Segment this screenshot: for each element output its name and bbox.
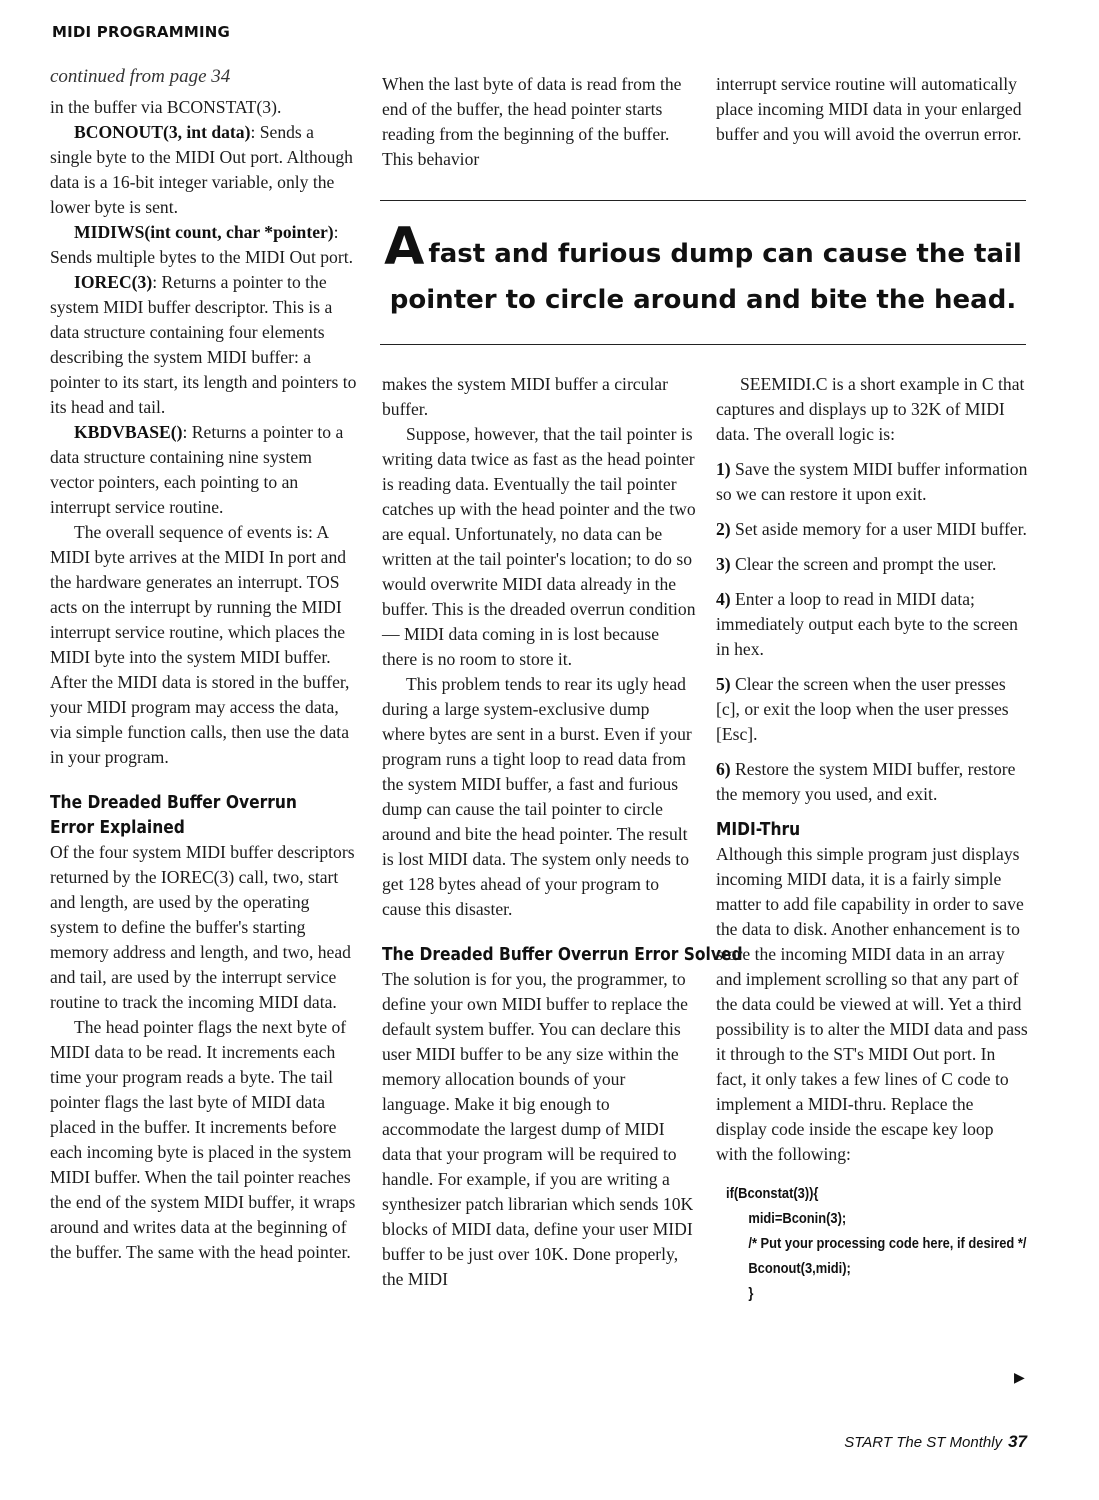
term-iorec: IOREC(3)	[74, 272, 153, 292]
code-line: }	[748, 1285, 754, 1302]
paragraph: SEEMIDI.C is a short example in C that captures and displays up to 32K of MIDI data. The overall logic is:	[716, 374, 1025, 444]
code-block	[726, 1181, 1027, 1306]
step-text: Restore the system MIDI buffer, restore the memory you used, and exit.	[716, 759, 1016, 804]
paragraph: When the last byte of data is read from the end of the buffer, the head pointer starts reading from the beginning of the buffer. This behavior	[382, 74, 682, 169]
pullquote-initial: A	[384, 217, 425, 277]
term-bconout: BCONOUT(3, int data)	[74, 122, 251, 142]
step-text: Enter a loop to read in MIDI data; immediately output each byte to the screen in hex.	[716, 589, 1018, 659]
def-midiws: : Sends multiple bytes to the MIDI Out port.	[50, 222, 353, 267]
code-line: midi=Bconin(3);	[748, 1210, 847, 1227]
step-number: 6)	[716, 759, 731, 779]
subheading-solved: The Dreaded Buffer Overrun Error Solved	[382, 944, 743, 965]
step-text: Set aside memory for a user MIDI buffer.	[730, 519, 1027, 539]
subheading-explained	[50, 790, 299, 840]
subheading-text: The Dreaded Buffer Overrun Error Explained	[50, 792, 297, 838]
list-item	[716, 517, 1028, 542]
list-item	[716, 457, 1028, 507]
step-text: Clear the screen and prompt the user.	[730, 554, 997, 574]
code-line: Bconout(3,midi);	[748, 1260, 851, 1277]
paragraph: The solution is for you, the programmer, to define your own MIDI buffer to replace the default system buffer. You can declare this user MIDI buffer to be any size within the memory allocation bounds of your language. Make it big enough to accommodate the largest dump of MIDI data that your program will be required to handle. For example, if you are writing a synthesizer patch librarian which sends 10K blocks of MIDI data, define your user MIDI buffer to be just over 10K. Done properly, the MIDI	[382, 969, 694, 1289]
pullquote-text: fast and furious dump can cause the tail pointer to circle around and bite the head.	[389, 239, 1022, 315]
step-number: 2)	[716, 519, 731, 539]
list-item	[716, 757, 1028, 807]
pullquote-rule-bottom	[380, 344, 1026, 345]
list-item	[716, 587, 1028, 662]
paragraph-kbdvbase	[50, 420, 358, 520]
step-number: 1)	[716, 459, 731, 479]
column-3	[716, 372, 1028, 1306]
def-iorec: : Returns a pointer to the system MIDI buffer descriptor. This is a data structure containing four elements describing the system MIDI buffer: a pointer to its start, its length and pointers to its head and tail.	[50, 272, 357, 417]
step-text: Clear the screen when the user presses [c], or exit the loop when the user presses [Esc].	[716, 674, 1009, 744]
pullquote	[380, 217, 1026, 323]
paragraph: Of the four system MIDI buffer descriptors returned by the IOREC(3) call, two, start and length, are used by the operating system to define the buffer's starting memory address and length, and two, head and tail, are used by the interrupt service routine to track the incoming MIDI data.	[50, 842, 355, 1012]
list-item	[716, 552, 1028, 577]
paragraph: makes the system MIDI buffer a circular buffer.	[382, 374, 668, 419]
logic-steps	[716, 457, 1028, 807]
paragraph-midiws	[50, 220, 358, 270]
def-kbdvbase: : Returns a pointer to a data structure containing nine system vector pointers, each pointing to an interrupt service routine.	[50, 422, 344, 517]
page-footer	[844, 1432, 1027, 1452]
term-midiws: MIDIWS(int count, char *pointer)	[74, 222, 334, 242]
column-2	[382, 372, 743, 1292]
paragraph-iorec	[50, 270, 358, 420]
paragraph: Suppose, however, that the tail pointer is writing data twice as fast as the head pointer is reading data. Eventually the tail pointer catches up with the head pointer and the two are equal. Unfortunately, no data can be written at the tail pointer's location; to do so would overwrite MIDI data already in the buffer. This is the dreaded overrun condition — MIDI data coming in is lost because there is no room to store it.	[382, 424, 696, 669]
code-line: if(Bconstat(3)){	[726, 1185, 819, 1202]
pullquote-rule-top	[380, 200, 1026, 201]
step-number: 4)	[716, 589, 731, 609]
paragraph: interrupt service routine will automatically place incoming MIDI data in your enlarged buffer and you will avoid the overrun error.	[716, 74, 1022, 144]
column-1	[50, 64, 358, 1265]
column-2-top	[382, 72, 696, 172]
paragraph: in the buffer via BCONSTAT(3).	[50, 97, 282, 117]
def-bconout: : Sends a single byte to the MIDI Out port. Although data is a 16-bit integer variable, only the lower byte is sent.	[50, 122, 353, 217]
paragraph: The head pointer flags the next byte of MIDI data to be read. It increments each time your program reads a byte. The tail pointer flags the last byte of MIDI data placed in the buffer. It increments before each incoming byte is placed in the system MIDI buffer. When the tail pointer reaches the end of the system MIDI buffer, it wraps around and writes data at the beginning of the buffer. The same with the head pointer.	[50, 1017, 356, 1262]
code-line: /* Put your processing code here, if desired */	[748, 1235, 1027, 1252]
paragraph: This problem tends to rear its ugly head during a large system-exclusive dump where bytes are sent in a burst. Even if your program runs a tight loop to read data from the system MIDI buffer, a fast and furious dump can cause the tail pointer to circle around and bite the head pointer. The result is lost MIDI data. The system only needs to get 128 bytes ahead of your program to cause this disaster.	[382, 674, 692, 919]
continued-note: continued from page 34	[50, 66, 231, 87]
column-3-top	[716, 72, 1028, 147]
subheading-midi-thru: MIDI-Thru	[716, 819, 801, 840]
term-kbdvbase: KBDVBASE()	[74, 422, 183, 442]
paragraph-bconout	[50, 120, 358, 220]
continue-arrow-icon: ▶	[1014, 1371, 1025, 1386]
list-item	[716, 672, 1028, 747]
section-header: MIDI PROGRAMMING	[52, 23, 231, 41]
footer-publication: START The ST Monthly	[844, 1434, 1003, 1451]
step-text: Save the system MIDI buffer information so we can restore it upon exit.	[716, 459, 1028, 504]
paragraph: The overall sequence of events is: A MIDI byte arrives at the MIDI In port and the hardware generates an interrupt. TOS acts on the interrupt by running the MIDI interrupt service routine, which places the MIDI byte into the system MIDI buffer. After the MIDI data is stored in the buffer, your MIDI program may access the data, via simple function calls, then use the data in your program.	[50, 522, 350, 767]
paragraph: Although this simple program just displays incoming MIDI data, it is a fairly simple matter to add file capability in order to save the data to disk. Another enhancement is to store the incoming MIDI data in an array and implement scrolling so that any part of the data could be viewed at will. Yet a third possibility is to alter the MIDI data and pass it through to the ST's MIDI Out port. In fact, it only takes a few lines of C code to implement a MIDI-thru. Replace the display code inside the escape key loop with the following:	[716, 844, 1028, 1164]
step-number: 3)	[716, 554, 731, 574]
step-number: 5)	[716, 674, 731, 694]
page-number: 37	[1008, 1432, 1027, 1451]
